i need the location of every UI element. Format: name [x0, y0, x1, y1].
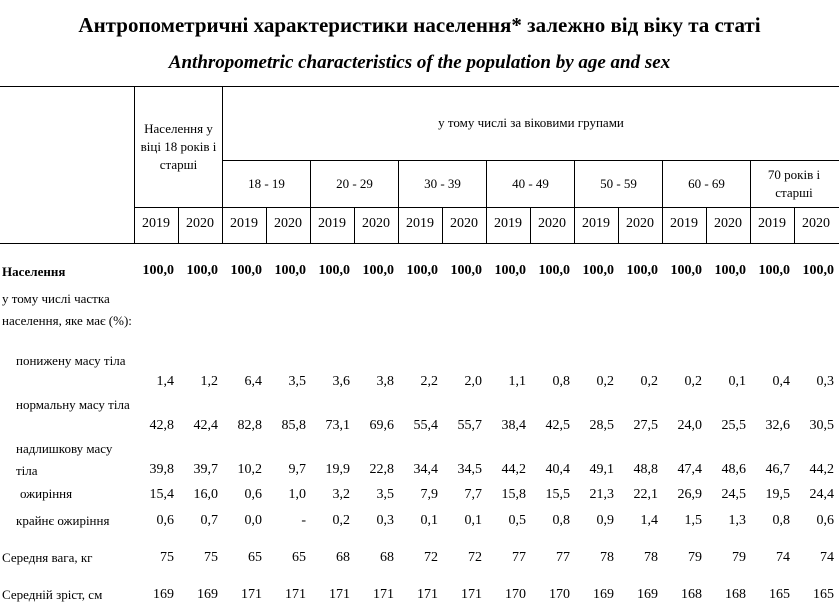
rule-header-bottom	[0, 243, 839, 244]
year-header: 2019	[142, 216, 170, 231]
table-cell: 0,2	[332, 513, 350, 528]
age-group-header: 20 - 29	[336, 176, 373, 191]
table-cell: 100,0	[802, 263, 834, 278]
table-cell: 0,9	[596, 513, 614, 528]
table-cell: 0,3	[376, 513, 394, 528]
table-cell: 78	[644, 550, 658, 565]
table-cell: 77	[556, 550, 570, 565]
table-cell: 1,4	[156, 374, 174, 389]
row-label-share-intro: у тому числі частка населення, яке має (%):	[2, 291, 132, 328]
table-cell: 72	[468, 550, 482, 565]
row-label-overweight: надлишкову масу тіла	[16, 441, 113, 478]
table-cell: 22,8	[369, 462, 394, 477]
age-group-header: 70 років і старші	[767, 167, 821, 200]
table-cell: 2,2	[420, 374, 438, 389]
table-cell: 0,2	[640, 374, 658, 389]
table-cell: 0,8	[772, 513, 790, 528]
table-cell: 100,0	[186, 263, 218, 278]
table-cell: 74	[776, 550, 790, 565]
table-cell: 100,0	[670, 263, 702, 278]
table-cell: 25,5	[721, 418, 746, 433]
row-label-extreme-obesity: крайнє ожиріння	[16, 513, 110, 528]
row-label-population: Населення	[2, 264, 66, 279]
header-population: Населення у віці 18 років і старші	[140, 120, 217, 172]
table-cell: 3,2	[332, 487, 350, 502]
table-cell: 55,4	[413, 418, 438, 433]
table-cell: 69,6	[369, 418, 394, 433]
table-cell: 77	[512, 550, 526, 565]
table-cell: 169	[593, 587, 614, 602]
table-cell: 0,1	[464, 513, 482, 528]
table-cell: 170	[549, 587, 570, 602]
table-cell: 0,2	[596, 374, 614, 389]
age-group-header: 18 - 19	[248, 176, 285, 191]
table-cell: 42,5	[545, 418, 570, 433]
table-cell: 100,0	[274, 263, 306, 278]
table-cell: 82,8	[237, 418, 262, 433]
table-cell: 68	[380, 550, 394, 565]
table-cell: 168	[681, 587, 702, 602]
table-cell: 171	[329, 587, 350, 602]
table-cell: 1,1	[508, 374, 526, 389]
table-cell: -	[301, 513, 306, 528]
table-cell: 15,4	[149, 487, 174, 502]
row-label-normal-weight: нормальну масу тіла	[16, 397, 130, 412]
table-cell: 3,5	[376, 487, 394, 502]
table-cell: 48,6	[721, 462, 746, 477]
table-cell: 171	[373, 587, 394, 602]
table-cell: 39,8	[149, 462, 174, 477]
table-cell: 48,8	[633, 462, 658, 477]
table-cell: 0,1	[728, 374, 746, 389]
table-cell: 79	[688, 550, 702, 565]
table-cell: 15,5	[545, 487, 570, 502]
table-cell: 100,0	[758, 263, 790, 278]
table-cell: 1,4	[640, 513, 658, 528]
row-label-obesity: ожиріння	[20, 486, 73, 501]
table-cell: 30,5	[809, 418, 834, 433]
table-cell: 15,8	[501, 487, 526, 502]
table-cell: 34,5	[457, 462, 482, 477]
table-cell: 0,6	[156, 513, 174, 528]
table-cell: 79	[732, 550, 746, 565]
table-cell: 0,2	[684, 374, 702, 389]
age-group-header: 60 - 69	[688, 176, 725, 191]
year-header: 2019	[582, 216, 610, 231]
header-age-groups: у тому числі за віковими групами	[438, 115, 624, 130]
table-cell: 3,8	[376, 374, 394, 389]
table-cell: 0,1	[420, 513, 438, 528]
table-cell: 169	[153, 587, 174, 602]
year-header: 2020	[362, 216, 390, 231]
table-cell: 0,8	[552, 374, 570, 389]
table-cell: 26,9	[677, 487, 702, 502]
table-cell: 170	[505, 587, 526, 602]
year-header: 2019	[670, 216, 698, 231]
table-cell: 1,0	[288, 487, 306, 502]
table-cell: 27,5	[633, 418, 658, 433]
table-cell: 73,1	[325, 418, 350, 433]
table-cell: 46,7	[765, 462, 790, 477]
table-cell: 42,4	[193, 418, 218, 433]
table-cell: 100,0	[450, 263, 482, 278]
table-cell: 39,7	[193, 462, 218, 477]
table-cell: 0,8	[552, 513, 570, 528]
table-cell: 44,2	[809, 462, 834, 477]
table-cell: 40,4	[545, 462, 570, 477]
year-header: 2019	[230, 216, 258, 231]
title-english: Anthropometric characteristics of the population by age and sex	[168, 52, 671, 73]
table-cell: 6,4	[244, 374, 262, 389]
table-cell: 168	[725, 587, 746, 602]
table-cell: 7,9	[420, 487, 438, 502]
table-cell: 100,0	[626, 263, 658, 278]
table-cell: 169	[637, 587, 658, 602]
title-ukrainian: Антропометричні характеристики населення* залежно від віку та статі	[78, 13, 761, 37]
table-cell: 32,6	[765, 418, 790, 433]
table-cell: 9,7	[288, 462, 306, 477]
table-cell: 42,8	[149, 418, 174, 433]
table-cell: 74	[820, 550, 834, 565]
table-cell: 44,2	[501, 462, 526, 477]
year-header: 2020	[802, 216, 830, 231]
table-cell: 22,1	[633, 487, 658, 502]
row-label-avg-height: Середній зріст, см	[2, 587, 103, 602]
table-cell: 171	[461, 587, 482, 602]
table-cell: 38,4	[501, 418, 526, 433]
table-cell: 169	[197, 587, 218, 602]
table-cell: 24,5	[721, 487, 746, 502]
table-cell: 100,0	[142, 263, 174, 278]
table-cell: 171	[417, 587, 438, 602]
table-cell: 21,3	[589, 487, 614, 502]
table-cell: 100,0	[538, 263, 570, 278]
table-cell: 171	[285, 587, 306, 602]
year-header: 2020	[274, 216, 302, 231]
table-cell: 75	[204, 550, 218, 565]
table-cell: 2,0	[464, 374, 482, 389]
table-cell: 28,5	[589, 418, 614, 433]
table-cell: 49,1	[589, 462, 614, 477]
table-cell: 16,0	[193, 487, 218, 502]
table-cell: 0,3	[816, 374, 834, 389]
table-cell: 24,0	[677, 418, 702, 433]
age-group-header: 30 - 39	[424, 176, 461, 191]
year-header: 2020	[626, 216, 654, 231]
table-cell: 100,0	[494, 263, 526, 278]
table-cell: 65	[248, 550, 262, 565]
table-cell: 85,8	[281, 418, 306, 433]
table-cell: 24,4	[809, 487, 834, 502]
table-cell: 0,7	[200, 513, 218, 528]
table-cell: 7,7	[464, 487, 482, 502]
table-cell: 0,6	[816, 513, 834, 528]
row-label-avg-weight: Середня вага, кг	[2, 550, 93, 565]
table-cell: 65	[292, 550, 306, 565]
table-cell: 0,4	[772, 374, 790, 389]
table-cell: 165	[813, 587, 834, 602]
table-cell: 171	[241, 587, 262, 602]
year-header: 2019	[494, 216, 522, 231]
table-cell: 1,2	[200, 374, 218, 389]
table-cell: 75	[160, 550, 174, 565]
table-cell: 19,9	[325, 462, 350, 477]
row-label-underweight: понижену масу тіла	[16, 353, 126, 368]
table-cell: 1,3	[728, 513, 746, 528]
age-group-header: 40 - 49	[512, 176, 549, 191]
table-cell: 100,0	[582, 263, 614, 278]
table-cell: 10,2	[237, 462, 262, 477]
table-cell: 34,4	[413, 462, 438, 477]
year-header: 2019	[318, 216, 346, 231]
table-cell: 47,4	[677, 462, 702, 477]
year-header: 2020	[714, 216, 742, 231]
table-cell: 19,5	[765, 487, 790, 502]
table-cell: 0,5	[508, 513, 526, 528]
year-header: 2019	[758, 216, 786, 231]
table-cell: 68	[336, 550, 350, 565]
table-cell: 100,0	[714, 263, 746, 278]
table-cell: 3,6	[332, 374, 350, 389]
table-cell: 100,0	[362, 263, 394, 278]
table-cell: 3,5	[288, 374, 306, 389]
table-cell: 0,6	[244, 487, 262, 502]
table-cell: 0,0	[244, 513, 262, 528]
table-cell: 1,5	[684, 513, 702, 528]
year-header: 2020	[186, 216, 214, 231]
table-cell: 100,0	[318, 263, 350, 278]
table-cell: 100,0	[230, 263, 262, 278]
table-cell: 165	[769, 587, 790, 602]
year-header: 2020	[450, 216, 478, 231]
table-cell: 78	[600, 550, 614, 565]
table-cell: 55,7	[457, 418, 482, 433]
year-header: 2020	[538, 216, 566, 231]
table-cell: 72	[424, 550, 438, 565]
table-cell: 100,0	[406, 263, 438, 278]
year-header: 2019	[406, 216, 434, 231]
age-group-header: 50 - 59	[600, 176, 637, 191]
